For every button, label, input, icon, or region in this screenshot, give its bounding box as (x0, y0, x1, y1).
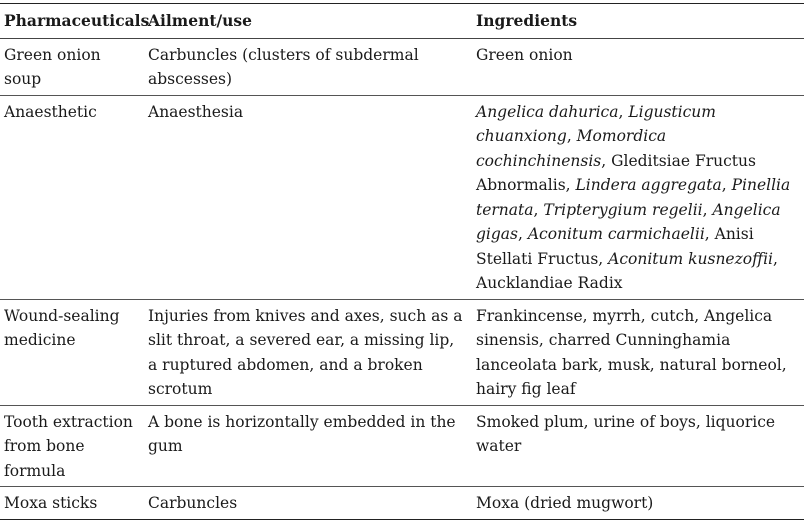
cell-ingredients (472, 405, 804, 487)
ingredient-species-name: Tripterygium regelii (543, 200, 703, 219)
table-row (0, 299, 804, 405)
cell-pharmaceutical: Moxa sticks (4, 494, 98, 512)
ingredient-species-name: Ligusticum chuanxiong (476, 102, 716, 145)
ingredient-species-name: Aconitum kusnezoffii (608, 249, 774, 268)
ingredient-text: Frankincense, myrrh, cutch, Angelica sinensis, charred Cunninghamia lanceolata bark, musk, natural borneol, hairy fig leaf (476, 306, 787, 398)
table-body (0, 38, 804, 519)
ingredient-text: , Gleditsiae Fructus Abnormalis, (476, 151, 756, 194)
ingredient-species-name: Angelica gigas (476, 200, 781, 243)
ingredient-species-name: Angelica dahurica (476, 102, 619, 121)
ingredient-text: Moxa (dried mugwort) (476, 494, 654, 512)
cell-ailment: Injuries from knives and axes, such as a slit throat, a severed ear, a missing lip, a ruptured abdomen, and a broken scrotum (148, 306, 463, 398)
ingredient-text: Green onion (476, 45, 573, 64)
cell-ingredients (472, 299, 804, 405)
table-header (0, 4, 804, 39)
ingredient-text: , (566, 127, 577, 145)
cell-ailment: Carbuncles (148, 494, 238, 512)
cell-pharmaceutical: Green onion soup (4, 45, 101, 88)
pharmaceuticals-table (0, 3, 804, 520)
ingredient-species-name: Momordica cochinchinensis (476, 127, 667, 170)
header-row (0, 4, 804, 39)
table-row (0, 405, 804, 487)
ingredient-text: , (533, 200, 544, 219)
ingredient-species-name: Lindera aggregata (575, 176, 722, 194)
header-pharmaceuticals: Pharmaceuticals (4, 11, 150, 30)
table-row (0, 95, 804, 299)
ingredient-text: , (721, 176, 732, 194)
ingredient-text: , (618, 102, 629, 121)
ingredient-text: , (518, 225, 528, 243)
cell-pharmaceutical: Anaesthetic (4, 102, 97, 121)
header-ingredients: Ingredients (476, 11, 578, 30)
cell-pharmaceutical: Tooth extraction from bone formula (4, 412, 133, 480)
header-ailment-use: Ailment/use (148, 11, 253, 30)
cell-pharmaceutical: Wound-sealing medicine (4, 306, 120, 349)
cell-ailment: Anaesthesia (148, 102, 244, 121)
ingredient-species-name: Aconitum carmichaelii (527, 225, 705, 243)
table-row (0, 38, 804, 95)
ingredient-text: Smoked plum, urine of boys, liquorice water (476, 412, 776, 455)
cell-ingredients (472, 487, 804, 520)
cell-ailment: A bone is horizontally embedded in the gum (148, 412, 456, 455)
ingredient-text: , Anisi Stellati Fructus, (476, 225, 754, 268)
ingredient-text: , (702, 200, 713, 219)
ingredient-species-name: Pinellia ternata (476, 176, 791, 219)
ingredient-text: , Aucklandiae Radix (476, 249, 778, 292)
cell-ingredients (472, 95, 804, 299)
cell-ingredients (472, 38, 804, 95)
cell-ailment: Carbuncles (clusters of subdermal abscesses) (148, 45, 419, 88)
table-row (0, 487, 804, 520)
